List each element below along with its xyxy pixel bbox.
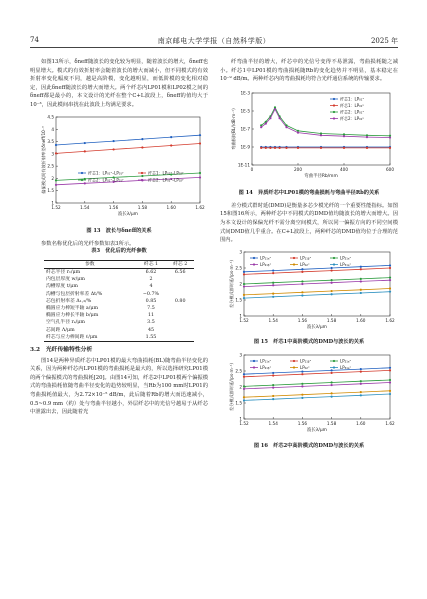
table-cell bbox=[166, 305, 194, 312]
data-point bbox=[331, 269, 333, 271]
x-axis-label: 波长λ/μm bbox=[118, 211, 138, 217]
table-cell: 7.5 bbox=[147, 305, 155, 311]
data-point bbox=[243, 396, 245, 398]
legend-label: LP₁₁ᵦˣ bbox=[300, 358, 312, 364]
left-paragraph-2: 参数名称优化后的光纤参数如表3所示。 bbox=[41, 240, 135, 247]
data-point bbox=[297, 131, 299, 133]
y-tick-label: 2 bbox=[51, 175, 54, 181]
table-cell: 45 bbox=[147, 327, 155, 333]
table-3 bbox=[44, 260, 194, 342]
table-header-cell: 纤芯 2 bbox=[166, 260, 194, 268]
data-point bbox=[389, 290, 391, 292]
left-column bbox=[30, 58, 208, 417]
y-tick-label: 3 bbox=[239, 249, 242, 255]
legend-label: LP₀₂ˣ bbox=[300, 364, 310, 370]
table-cell bbox=[166, 283, 194, 290]
table-cell bbox=[166, 276, 194, 283]
data-point bbox=[272, 272, 274, 274]
table-cell: 内包层厚度 w/μm bbox=[46, 277, 85, 283]
table-row bbox=[44, 312, 194, 319]
legend-label: LP₃₁ₐˣ bbox=[340, 364, 352, 370]
fig14-caption: 图 14 异质纤芯中LP01模的弯曲损耗与弯曲半径Rb的关系 bbox=[238, 190, 380, 197]
fig13-chart bbox=[30, 113, 208, 223]
table-cell bbox=[166, 291, 194, 298]
data-point bbox=[199, 176, 201, 178]
x-tick-label: 1.52 bbox=[51, 204, 61, 210]
data-point bbox=[331, 290, 333, 292]
data-point bbox=[360, 368, 362, 370]
figure-14 bbox=[220, 87, 398, 189]
legend-label: 纤芯1：LP₀₂ˣ–LP₀₂ʸ bbox=[148, 170, 184, 176]
data-point bbox=[389, 369, 391, 371]
fig16-chart bbox=[220, 351, 398, 437]
data-point bbox=[272, 384, 274, 386]
legend-marker bbox=[333, 111, 335, 113]
legend-label: LP₂₁ᵦˣ bbox=[260, 261, 272, 267]
x-axis-label: 波长λ/μm bbox=[307, 427, 327, 433]
data-point bbox=[272, 374, 274, 376]
legend-marker bbox=[253, 360, 255, 362]
legend-marker bbox=[81, 178, 83, 180]
y-tick-label: 1E-3 bbox=[240, 90, 250, 96]
series-line bbox=[244, 391, 390, 397]
data-point bbox=[272, 269, 274, 271]
data-point bbox=[243, 399, 245, 401]
series-line bbox=[244, 292, 390, 298]
x-tick-label: 1.58 bbox=[326, 420, 337, 426]
data-point bbox=[170, 144, 172, 146]
legend-marker bbox=[333, 263, 335, 265]
table-cell: 纤芯半径 r₁/μm bbox=[46, 269, 81, 275]
legend-label: LP₂₁ᵦˣ bbox=[260, 364, 272, 370]
legend-label: LP₂₁ₐˣ bbox=[340, 255, 352, 261]
data-point bbox=[269, 117, 271, 119]
table-row bbox=[44, 283, 194, 290]
legend-label: 纤芯2：LP₀₂ˣ–LP₀₂ʸ bbox=[148, 177, 184, 183]
data-point bbox=[199, 134, 201, 136]
legend-label: LP₀₂ˣ bbox=[300, 261, 310, 267]
data-point bbox=[360, 292, 362, 294]
data-point bbox=[265, 147, 267, 149]
table-header-cell: 参数 bbox=[44, 260, 136, 268]
data-point bbox=[301, 373, 303, 375]
data-point bbox=[243, 283, 245, 285]
data-point bbox=[84, 142, 86, 144]
fig16-caption: 图 16 纤芯2中高阶模式的DMD与波长的关系 bbox=[253, 442, 365, 449]
y-tick-label: 1 bbox=[51, 200, 54, 206]
data-point bbox=[389, 393, 391, 395]
data-point bbox=[320, 134, 322, 136]
legend-marker bbox=[253, 263, 255, 265]
table-cell bbox=[166, 334, 194, 342]
table-cell: 3.5 bbox=[147, 320, 155, 326]
data-point bbox=[265, 122, 267, 124]
x-tick-label: 1.58 bbox=[137, 204, 148, 210]
data-point bbox=[113, 140, 115, 142]
x-tick-label: 400 bbox=[340, 166, 348, 172]
data-point bbox=[272, 296, 274, 298]
fig13-caption: 图 13 波长与δneff的关系 bbox=[86, 228, 152, 235]
table-cell: 11 bbox=[147, 313, 155, 319]
data-point bbox=[360, 268, 362, 270]
data-point bbox=[272, 281, 274, 283]
legend-marker bbox=[293, 263, 295, 265]
data-point bbox=[301, 385, 303, 387]
legend-marker bbox=[293, 360, 295, 362]
data-point bbox=[243, 376, 245, 378]
data-point bbox=[301, 294, 303, 296]
y-tick-label: 2 bbox=[239, 384, 242, 390]
legend-marker bbox=[333, 98, 335, 100]
data-point bbox=[301, 370, 303, 372]
x-tick-label: 1.62 bbox=[195, 204, 205, 210]
data-point bbox=[243, 271, 245, 273]
y-tick-label: 1E-7 bbox=[240, 126, 250, 132]
data-point bbox=[301, 280, 303, 282]
y-tick-label: 1.5 bbox=[235, 400, 242, 406]
figure-15 bbox=[220, 248, 398, 338]
plot-frame bbox=[56, 117, 200, 203]
legend-marker bbox=[333, 360, 335, 362]
plot-frame bbox=[252, 93, 390, 165]
data-point bbox=[84, 150, 86, 152]
x-axis-label: 波长λ/μm bbox=[307, 324, 327, 330]
x-tick-label: 1.60 bbox=[166, 204, 176, 210]
data-point bbox=[243, 273, 245, 275]
data-point bbox=[301, 291, 303, 293]
table3-title: 表3 优化后的光纤参数 bbox=[91, 248, 147, 255]
legend-label: 纤芯1：LP₀₁ˣ–LP₀₁ʸ bbox=[88, 170, 124, 176]
x-tick-label: 200 bbox=[294, 166, 302, 172]
data-point bbox=[331, 267, 333, 269]
data-point bbox=[389, 287, 391, 289]
data-point bbox=[141, 138, 143, 140]
data-point bbox=[343, 147, 345, 149]
data-point bbox=[360, 289, 362, 291]
data-point bbox=[279, 147, 281, 149]
data-point bbox=[360, 394, 362, 396]
data-point bbox=[360, 383, 362, 385]
data-point bbox=[331, 392, 333, 394]
data-point bbox=[301, 283, 303, 285]
data-point bbox=[55, 179, 57, 181]
legend-label: LP₁₁ᵦˣ bbox=[300, 255, 312, 261]
table-cell: 4 bbox=[149, 284, 153, 290]
y-tick-label: 1E-9 bbox=[240, 144, 250, 150]
data-point bbox=[272, 395, 274, 397]
table-cell: 沟槽厚度 t/μm bbox=[46, 284, 78, 290]
data-point bbox=[243, 388, 245, 390]
right-paragraph-1: 纤弯曲半径的增大，纤芯中的光信号变得不易泄露，弯曲损耗随之减小。纤芯1中LP01模的弯曲损耗随Rb的变化趋势并不明显，基本稳定在10⁻⁹ dB/m。两种纤芯内的弯曲损耗均符合光纤通信系统的传输要求。 bbox=[220, 59, 398, 83]
data-point bbox=[113, 148, 115, 150]
legend-marker bbox=[333, 117, 335, 119]
table-cell: 6.62 bbox=[145, 269, 157, 275]
data-point bbox=[360, 265, 362, 267]
x-tick-label: 1.52 bbox=[239, 317, 249, 323]
y-axis-label: 偏振模式间有效折射率差δneff/10⁻³ bbox=[41, 125, 46, 194]
series-line bbox=[244, 288, 390, 294]
y-tick-label: 1E-5 bbox=[240, 108, 250, 114]
legend-label: 纤芯1：LP₀₁ʸ bbox=[340, 102, 364, 108]
data-point bbox=[389, 267, 391, 269]
table-cell: 0.80 bbox=[174, 298, 186, 304]
y-tick-label: 3 bbox=[51, 150, 54, 156]
y-tick-label: 3 bbox=[239, 352, 242, 358]
legend-marker bbox=[293, 366, 295, 368]
table-cell bbox=[166, 319, 194, 326]
data-point bbox=[199, 142, 201, 144]
year: 2025 年 bbox=[370, 37, 398, 45]
table-cell: 椭圆应力棒长半轴 b/μm bbox=[46, 313, 99, 319]
table-cell: −0.7% bbox=[142, 291, 160, 297]
table-cell bbox=[166, 327, 194, 334]
data-point bbox=[243, 373, 245, 375]
x-axis-label: 弯曲半径Rb/mm bbox=[304, 173, 338, 179]
legend-label: LP₃₁ₐˣ bbox=[340, 261, 352, 267]
data-point bbox=[272, 386, 274, 388]
legend-marker bbox=[141, 171, 143, 173]
legend-label: 纤芯2：LP₀₁ˣ bbox=[340, 109, 365, 115]
x-tick-label: 0 bbox=[250, 166, 254, 172]
journal-title: 南京邮电大学学报（自然科学版） bbox=[157, 37, 271, 45]
figure-16 bbox=[220, 351, 398, 441]
data-point bbox=[272, 292, 274, 294]
data-point bbox=[260, 147, 262, 149]
legend-marker bbox=[81, 171, 83, 173]
data-point bbox=[274, 147, 276, 149]
y-axis-label: 差分模式群时延/(ps·m⁻¹) bbox=[229, 259, 234, 308]
table-row bbox=[44, 298, 194, 305]
y-tick-label: 4.5 bbox=[47, 114, 54, 120]
data-point bbox=[366, 147, 368, 149]
data-point bbox=[366, 136, 368, 138]
right-paragraph-2: 差分模式群时延(DMD)是衡量多芯少模光纤的一个重要性能指标。如图15和图16所示，两种纤芯中不同模式的DMD值均随波长的增大而增大。因为本文设计的保偏光纤不需分离空间模式，所以同一偏振方向的不同空间模式间DMD值几乎重合。在C+L波段上，两种纤芯的DMD值均位于合理的范围内。 bbox=[220, 202, 398, 244]
data-point bbox=[389, 276, 391, 278]
data-point bbox=[285, 147, 287, 149]
x-tick-label: 1.62 bbox=[385, 317, 395, 323]
data-point bbox=[243, 385, 245, 387]
legend-marker bbox=[333, 366, 335, 368]
data-point bbox=[343, 135, 345, 137]
data-point bbox=[55, 143, 57, 145]
data-point bbox=[279, 117, 281, 119]
table-cell: 椭圆应力棒短半轴 a/μm bbox=[46, 305, 99, 311]
series-line bbox=[56, 135, 200, 145]
fig15-caption: 图 15 纤芯1中高阶模式的DMD与波长的关系 bbox=[253, 339, 365, 346]
data-point bbox=[199, 171, 201, 173]
data-point bbox=[297, 147, 299, 149]
series-line bbox=[244, 394, 390, 400]
x-tick-label: 1.56 bbox=[108, 204, 119, 210]
table-row bbox=[44, 305, 194, 312]
x-tick-label: 1.52 bbox=[239, 420, 249, 426]
x-tick-label: 1.60 bbox=[356, 317, 366, 323]
x-tick-label: 1.56 bbox=[297, 317, 308, 323]
data-point bbox=[331, 279, 333, 281]
data-point bbox=[360, 278, 362, 280]
data-point bbox=[360, 280, 362, 282]
data-point bbox=[389, 147, 391, 149]
data-point bbox=[243, 285, 245, 287]
x-tick-label: 600 bbox=[386, 166, 394, 172]
legend-label: LP₁₁ₐˣ bbox=[260, 255, 272, 261]
y-tick-label: 1 bbox=[239, 416, 242, 422]
data-point bbox=[55, 152, 57, 154]
left-paragraph-3: 图14是两种异质纤芯中LP01模的最大弯曲损耗(BL)随弯曲半径变化的关系，因为两种纤芯内LP01模的弯曲损耗是最大的，所以选择研究LP01模的两个偏振模式的弯曲损耗[20]。由图14可知，纤芯2中LP01模两个偏振模式的弯曲损耗值随弯曲半径变化的趋势较明显，当Rb为100 mm时LP01的弯曲损耗值最大，为2.72×10⁻⁵ dB/m，此后随着Rb的增大而迅速减小，0.5~0.9 mm（约）处与弯曲半径越小，外层纤芯中的光信号越易于从纤芯中泄露出去，因此随着光 bbox=[30, 357, 208, 416]
table-row bbox=[44, 291, 194, 298]
data-point bbox=[331, 395, 333, 397]
legend-label: 纤芯2：LP₀₁ʸ bbox=[340, 115, 364, 121]
data-point bbox=[285, 126, 287, 128]
data-point bbox=[331, 369, 333, 371]
fig14-chart bbox=[220, 87, 398, 185]
left-paragraph-1: 如图13所示，δneff随波长的变化较为明显，随着波长的增大，δneff也明显增大。模式的有效折射率会随着波长的增大而减小，但不同模式的有效折射率变化幅度不同，越是高阶模，变化越明显，而低阶模的变化相对稳定，因此δneff随波长的增大而增大。两个纤芯内LP01模和LP02模之间的δneff都是最小的，本文设计的光纤在整个C+L波段上，δneff的值均大于10⁻³，因此模间串扰在此波段上均满足要求。 bbox=[30, 59, 208, 108]
table-cell: 空气孔半径 rₐ/μm bbox=[46, 320, 85, 326]
data-point bbox=[260, 126, 262, 128]
series-line bbox=[261, 107, 390, 135]
data-point bbox=[170, 136, 172, 138]
table-row bbox=[44, 268, 194, 276]
table-cell: 芯包折射率差 Δ₁,₂/% bbox=[46, 298, 92, 304]
data-point bbox=[141, 146, 143, 148]
y-tick-label: 2.5 bbox=[47, 163, 54, 169]
table-row bbox=[44, 276, 194, 283]
y-tick-label: 2 bbox=[239, 281, 242, 287]
data-point bbox=[360, 391, 362, 393]
data-point bbox=[389, 381, 391, 383]
table-cell bbox=[166, 312, 194, 319]
data-point bbox=[331, 281, 333, 283]
legend-marker bbox=[293, 257, 295, 259]
x-tick-label: 1.62 bbox=[385, 420, 395, 426]
running-header bbox=[30, 36, 398, 48]
data-point bbox=[272, 398, 274, 400]
table-header-cell: 纤芯 1 bbox=[136, 260, 167, 268]
x-tick-label: 1.58 bbox=[326, 317, 337, 323]
data-point bbox=[331, 372, 333, 374]
page-number: 74 bbox=[30, 36, 39, 44]
data-point bbox=[272, 284, 274, 286]
data-point bbox=[389, 264, 391, 266]
series-line bbox=[56, 143, 200, 153]
table-cell: 芯间距 Λ/μm bbox=[46, 327, 75, 333]
y-tick-label: 1.5 bbox=[235, 297, 242, 303]
y-tick-label: 2.5 bbox=[235, 265, 242, 271]
data-point bbox=[360, 380, 362, 382]
y-tick-label: 1E-11 bbox=[237, 162, 250, 168]
legend-marker bbox=[253, 366, 255, 368]
data-point bbox=[331, 293, 333, 295]
table-cell: 1.55 bbox=[136, 334, 167, 342]
fig15-chart bbox=[220, 248, 398, 334]
data-point bbox=[301, 383, 303, 385]
data-point bbox=[389, 279, 391, 281]
y-tick-label: 1 bbox=[239, 313, 242, 319]
series-line bbox=[261, 109, 390, 137]
data-point bbox=[243, 297, 245, 299]
data-point bbox=[389, 136, 391, 138]
legend-marker bbox=[333, 104, 335, 106]
legend-label: 纤芯2：LP₀₁ˣ–LP₀₁ʸ bbox=[88, 177, 124, 183]
y-tick-label: 3.5 bbox=[47, 138, 54, 144]
data-point bbox=[301, 271, 303, 273]
table-row bbox=[44, 319, 194, 326]
table-cell: 2 bbox=[149, 277, 153, 283]
y-axis-label: 弯曲损耗BL/(dB·m⁻¹) bbox=[231, 108, 236, 150]
data-point bbox=[269, 147, 271, 149]
legend-marker bbox=[141, 178, 143, 180]
table-row bbox=[44, 327, 194, 334]
data-point bbox=[389, 379, 391, 381]
data-point bbox=[84, 182, 86, 184]
y-tick-label: 4 bbox=[51, 126, 54, 132]
section-title: 3.2 光纤传输特性分析 bbox=[30, 346, 93, 353]
table-cell: 0.85 bbox=[145, 298, 157, 304]
data-point bbox=[389, 390, 391, 392]
x-tick-label: 1.56 bbox=[297, 420, 308, 426]
table-cell: 6.56 bbox=[174, 269, 186, 275]
legend-label: LP₂₁ₐˣ bbox=[340, 358, 352, 364]
data-point bbox=[331, 381, 333, 383]
right-column bbox=[220, 58, 398, 454]
table-cell: 纤芯与应力棒间距 ℓ/μm bbox=[44, 334, 136, 342]
legend-marker bbox=[253, 257, 255, 259]
data-point bbox=[141, 174, 143, 176]
data-point bbox=[360, 370, 362, 372]
x-tick-label: 1.54 bbox=[268, 317, 278, 323]
y-tick-label: 1.5 bbox=[47, 187, 54, 193]
data-point bbox=[55, 183, 57, 185]
table-cell: 沟槽与包层折射率差 Δt/% bbox=[46, 291, 103, 297]
legend-marker bbox=[333, 257, 335, 259]
data-point bbox=[274, 108, 276, 110]
table-header-row bbox=[44, 260, 194, 268]
data-point bbox=[320, 147, 322, 149]
figure-13 bbox=[30, 113, 208, 227]
data-point bbox=[301, 268, 303, 270]
x-tick-label: 1.54 bbox=[80, 204, 90, 210]
y-tick-label: 2.5 bbox=[235, 368, 242, 374]
data-point bbox=[301, 394, 303, 396]
data-point bbox=[331, 384, 333, 386]
x-tick-label: 1.54 bbox=[268, 420, 278, 426]
legend-label: LP₁₁ₐˣ bbox=[260, 358, 272, 364]
data-point bbox=[272, 372, 274, 374]
x-tick-label: 1.60 bbox=[356, 420, 366, 426]
y-axis-label: 差分模式群时延/(ps·m⁻¹) bbox=[229, 362, 234, 412]
table-row bbox=[44, 334, 194, 342]
data-point bbox=[301, 397, 303, 399]
legend-label: 纤芯1：LP₀₁ˣ bbox=[340, 96, 365, 102]
data-point bbox=[243, 294, 245, 296]
data-point bbox=[389, 367, 391, 369]
